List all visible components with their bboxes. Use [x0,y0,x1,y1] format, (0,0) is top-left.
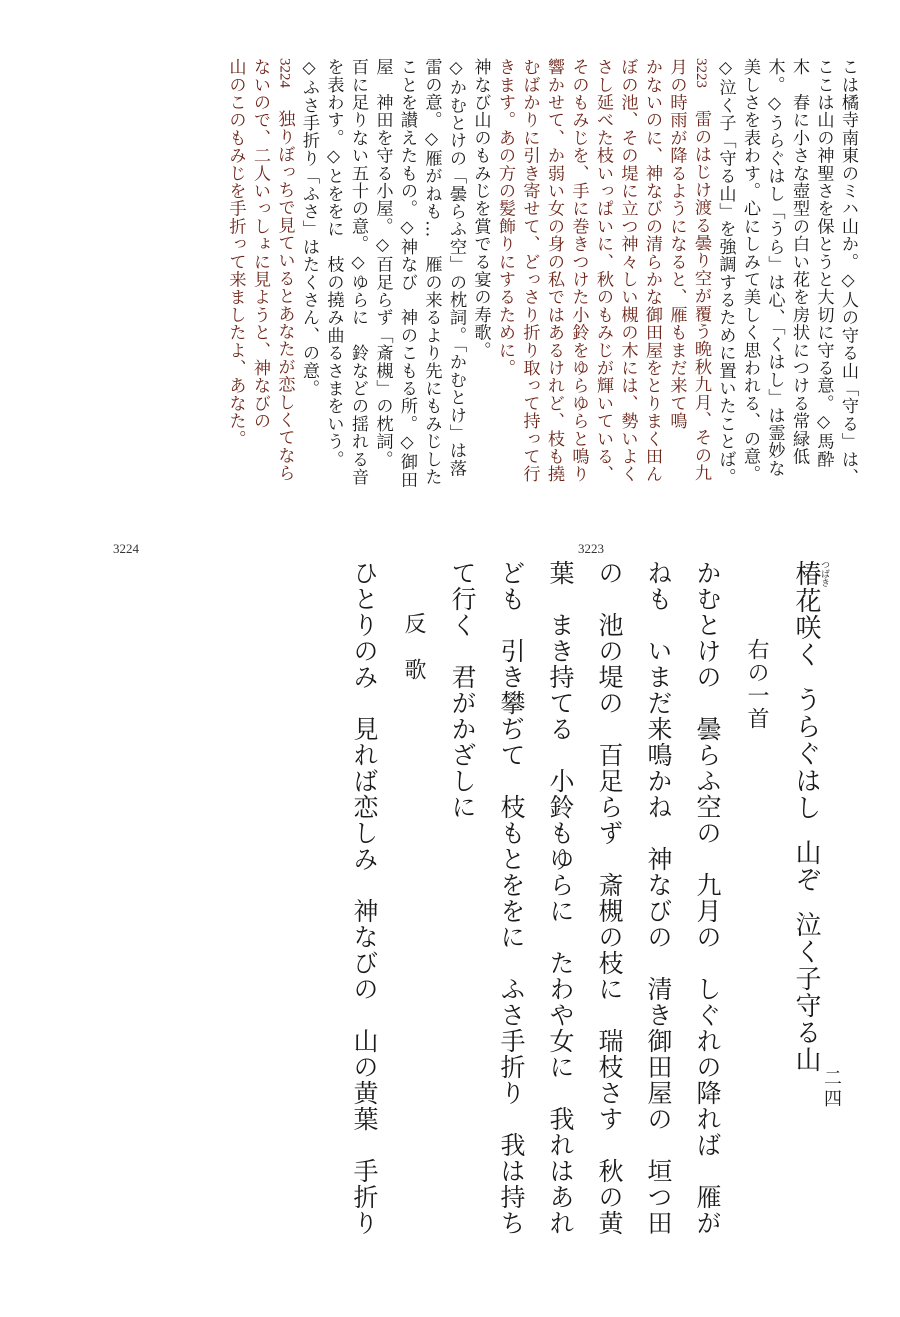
poem-3223-line: ねも いまだ来鳴かね 神なびの 清き御田屋の 垣つ田 [644,560,673,1236]
commentary-line [419,58,444,520]
title-rest-1: 花咲く [791,587,821,668]
commentary-text: ここは山の神聖さを保とうと大切に守る意。◇馬酔 [813,58,834,468]
poem-subtitle: 右の一首 [744,638,769,730]
commentary-text: 神なび山のもみじを賞でる宴の寿歌。 [470,58,491,359]
title-part-3: 山ぞ [791,839,821,893]
poem-number-3223: 3223 [578,541,604,556]
commentary-line [664,58,689,520]
commentary-line [738,58,763,520]
poem-block [340,560,830,1250]
commentary-line [787,58,812,520]
commentary-line [321,58,346,520]
commentary-text: きます。あの方の髪飾りにするために。 [495,58,515,377]
commentary-line [836,58,861,520]
commentary-text: むばかりに引き寄せて、どっさり折り取って持って行 [519,58,540,483]
commentary-text: 木。◇うらぐはし「うら」は心、「くはし」は霊妙な [764,58,785,477]
title-ruby: 椿つばき [791,560,829,587]
poem-3223-line: て行く 君がかざしに [448,560,477,820]
poem-3223-line: ども 引き攀ぢて 枝もとををに ふさ手折り 我は持ち [497,560,526,1236]
poem-number-3224: 3224 [113,541,139,556]
commentary-line [762,58,787,520]
commentary-line [689,58,714,520]
commentary-text: そのもみじを、手に巻きつけた小鈴をゆらゆらと鳴り [568,58,589,483]
commentary-line [444,58,469,520]
commentary-text: 屋 神田を守る小屋。◇百足らず「斎槻」の枕詞。 [372,58,393,468]
title-part-2: うらぐはし [791,686,821,821]
commentary-poem-number: 3223 [693,58,709,88]
commentary-text: ◇泣く子「守る山」を強調するために置いたことば。 [715,58,736,486]
commentary-line [713,58,738,520]
commentary-line [395,58,420,520]
commentary-line [468,58,493,520]
poem-3223-line: 葉 まき持てる 小鈴もゆらに たわや女に 我れはあれ [546,560,575,1236]
poem-3223-line: かむとけの 曇らふ空の 九月の しぐれの降れば 雁が [693,560,722,1236]
poem-title [781,560,830,1250]
commentary-text: 響かせて、か弱い女の身の私ではあるけれど、枝も撓 [544,58,564,483]
commentary-line [346,58,371,520]
commentary-text: かないのに、神なびの清らかな御田屋をとりまく田ん [642,58,662,483]
commentary-line [566,58,591,520]
commentary-line [517,58,542,520]
poem-3224-line: ひとりのみ 見れば恋しみ 神なびの 山の黄葉 手折り [350,560,379,1236]
commentary-line [640,58,665,520]
commentary-line [297,58,322,520]
commentary-text: 百に足りない五十の意。◇ゆらに 鈴などの揺れる音 [348,58,368,486]
commentary-line [370,58,395,520]
hanka-heading: 反 歌 [401,612,426,681]
commentary-text: ことを讃えたもの。◇神なび 神のこもる所。◇御田 [397,58,417,489]
commentary-line [811,58,836,520]
commentary-text: ぼの池、その堤に立つ神々しい槻の木には、勢いよく [617,58,638,483]
page-number: 二四 [821,1068,842,1110]
commentary-line [615,58,640,520]
commentary-text: 月の時雨が降るようになると、雁もまだ来て鳴 [666,58,687,430]
commentary-text: さし延べた枝いっぱいに、秋のもみじが輝いている、 [593,58,613,483]
commentary-line [493,58,518,520]
commentary-line [272,58,297,520]
commentary-text: ◇かむとけの「曇らふ空」の枕詞。「かむとけ」は落 [446,58,466,477]
commentary-line [542,58,567,520]
poem-3223-line: の 池の堤の 百足らず 斎槻の枝に 瑞枝さす 秋の黄 [595,560,624,1236]
commentary-text: 雷のはじけ渡る曇り空が覆う晩秋九月、その九 [691,110,711,482]
commentary-text: 独りぼっちで見ているとあなたが恋しくてなら [274,110,295,482]
commentary-block [223,58,860,520]
commentary-text: 雷の意。◇雁がねも… 雁の来るより先にもみじした [421,58,442,486]
commentary-text: ◇ふさ手折り「ふさ」はたくさん、の意。 [299,58,319,398]
commentary-text: 山のこのもみじを手折って来ましたよ、あなた。 [225,58,246,448]
commentary-text: 美しさを表わす。心にしみて美しく思われる、の意。 [740,58,760,483]
commentary-line [223,58,248,520]
commentary-text: こは橘寺南東のミハ山か。◇人の守る山「守る」は、 [838,58,858,486]
title-part-4: 泣く子守る山 [791,911,821,1073]
commentary-text: 木 春に小さな壺型の白い花を房状につける常緑低 [789,58,809,466]
commentary-line [591,58,616,520]
commentary-text: ないので、二人いっしょに見ようと、神なびの [250,58,270,430]
commentary-poem-number: 3224 [276,58,293,88]
commentary-text: を表わす。◇とををに 枝の撓み曲るさまをいう。 [323,58,344,468]
commentary-line [248,58,273,520]
